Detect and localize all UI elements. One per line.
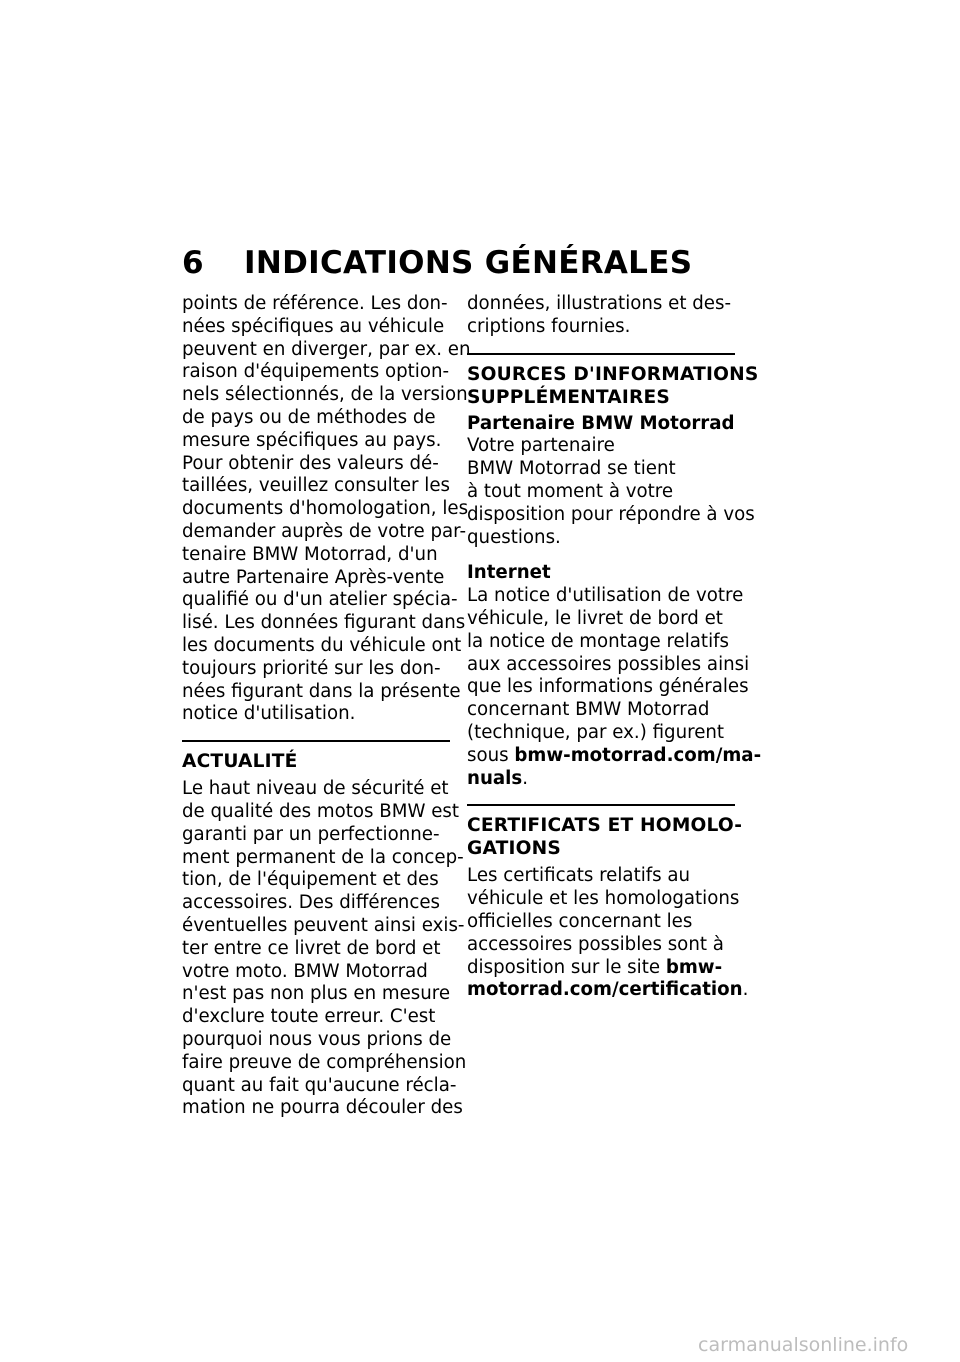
internet-subheading: Internet [467,562,551,584]
actualite-line: garanti par un perfectionne- [182,823,440,845]
internet-line: concernant BMW Motorrad [467,699,710,721]
certificats-link-suffix: . [742,979,749,1001]
certificats-heading-line: GATIONS [467,838,561,860]
right-intro-line: criptions fournies. [467,315,631,337]
actualite-paragraph [182,778,467,1120]
actualite-line: éventuelles peuvent ainsi exis- [182,914,465,936]
partenaire-line: à tout moment à votre [467,480,674,502]
actualite-line: faire preuve de compréhension [182,1051,467,1073]
actualite-line: n'est pas non plus en mesure [182,983,451,1005]
left-intro-line: de pays ou de méthodes de [182,406,436,428]
internet-paragraph [467,585,762,790]
actualite-line: ter entre ce livret de bord et [182,937,441,959]
internet-link-prefix: sous [467,744,515,766]
actualite-line: mation ne pourra découler des [182,1097,463,1119]
internet-link-line [467,744,762,768]
section-divider-sources [467,353,735,355]
left-intro-line: taillées, veuillez consulter les [182,475,451,497]
certificats-link-line [467,957,735,980]
certificats-heading-line: CERTIFICATS ET HOMOLO- [467,815,743,837]
left-intro-line: nels sélectionnés, de la version [182,384,468,406]
sources-heading [467,363,759,409]
left-intro-line: les documents du véhicule ont [182,634,462,656]
right-intro-line: données, illustrations et des- [467,293,732,314]
left-intro-line: nées figurant dans la présente [182,680,461,702]
left-intro-line: demander auprès de votre par- [182,520,467,542]
manuals-link-part2[interactable]: nuals [467,767,523,789]
right-column [467,293,762,1002]
left-intro-line: Pour obtenir des valeurs dé- [182,452,439,474]
left-intro-line: points de référence. Les don- [182,293,448,314]
partenaire-line: disposition pour répondre à vos [467,503,755,525]
left-intro-line: autre Partenaire Après-vente [182,566,445,588]
left-intro-line: tenaire BMW Motorrad, d'un [182,543,438,565]
certificats-paragraph [467,865,749,1002]
actualite-line: tion, de l'équipement et des [182,869,439,891]
partenaire-line: Votre partenaire [467,435,615,457]
left-intro-line: nées spécifiques au véhicule [182,315,445,337]
watermark-text: carmanualsonline.info [698,1334,909,1356]
actualite-line: d'exclure toute erreur. C'est [182,1006,436,1028]
certification-link-part2[interactable]: motorrad.com/certification [467,979,743,1001]
left-column [182,293,471,1120]
chapter-number: 6 [182,245,204,281]
partenaire-paragraph [467,435,755,549]
sources-heading-line: SUPPLÉMENTAIRES [467,386,671,408]
left-intro-paragraph [182,293,471,726]
partenaire-line: BMW Motorrad se tient [467,458,676,480]
internet-link-line-2 [467,768,735,791]
manuals-link-part1[interactable]: bmw-motorrad.com/ma- [514,744,762,766]
certificats-line: officielles concernant les [467,910,693,932]
certificats-line: accessoires possibles sont à [467,933,724,955]
left-intro-line: toujours priorité sur les don- [182,657,441,679]
certificats-link-line-2 [467,979,749,1002]
left-intro-line: peuvent en diverger, par ex. en [182,338,471,360]
chapter-title: INDICATIONS GÉNÉRALES [244,245,693,281]
left-intro-line: mesure spécifiques au pays. [182,429,442,451]
actualite-heading: ACTUALITÉ [182,751,298,773]
certification-link-part1[interactable]: bmw- [665,956,723,978]
sources-heading-line: SOURCES D'INFORMATIONS [467,363,759,385]
left-intro-line: documents d'homologation, les [182,498,469,520]
actualite-line: ment permanent de la concep- [182,846,464,868]
left-intro-line: raison d'équipements option- [182,361,450,383]
internet-line: véhicule, le livret de bord et [467,607,723,629]
partenaire-subheading: Partenaire BMW Motorrad [467,412,735,434]
left-intro-line: lisé. Les données figurant dans [182,612,466,634]
certificats-heading [467,814,743,860]
right-intro-paragraph [467,293,735,339]
section-divider-certificats [467,804,735,806]
left-intro-line: notice d'utilisation. [182,703,356,725]
certificats-link-prefix: disposition sur le site [467,956,666,978]
actualite-line: pourquoi nous vous prions de [182,1028,452,1050]
partenaire-line: questions. [467,526,561,548]
actualite-line: quant au fait qu'aucune récla- [182,1074,457,1096]
internet-lines [467,585,750,745]
certificats-line: véhicule et les homologations [467,888,740,910]
internet-line: aux accessoires possibles ainsi [467,653,750,675]
actualite-line: de qualité des motos BMW est [182,800,460,822]
internet-line: (technique, par ex.) figurent [467,721,725,743]
actualite-line: accessoires. Des différences [182,892,440,914]
chapter-heading [182,243,782,283]
actualite-line: Le haut niveau de sécurité et [182,778,449,800]
internet-link-suffix: . [522,767,529,789]
internet-line: la notice de montage relatifs [467,630,729,652]
internet-line: La notice d'utilisation de votre [467,585,744,607]
certificats-line: Les certificats relatifs au [467,865,691,887]
internet-line: que les informations générales [467,676,749,698]
section-divider-actualite [182,740,450,742]
actualite-line: votre moto. BMW Motorrad [182,960,428,982]
certificats-lines [467,865,740,956]
left-intro-line: qualifié ou d'un atelier spécia- [182,589,458,611]
